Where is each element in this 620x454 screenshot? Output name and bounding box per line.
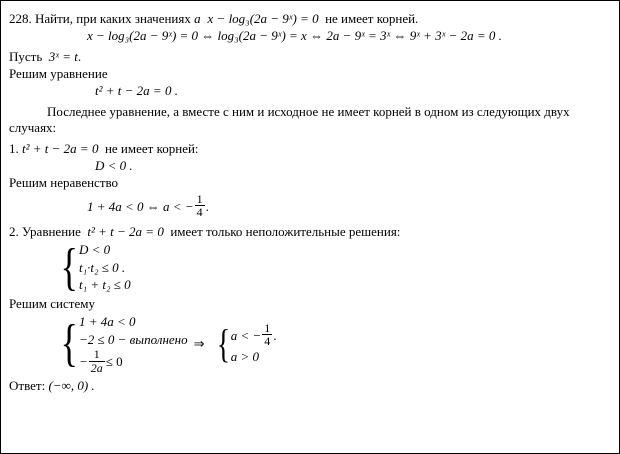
- case-1-tail: не имеет корней:: [104, 140, 199, 156]
- system-2: [53, 313, 188, 374]
- system-2-row-3-tail: ≤ 0: [105, 354, 123, 370]
- system-3: [211, 322, 277, 366]
- system-2-row-3: [79, 348, 188, 374]
- system-2-row-3-minus: −: [78, 354, 88, 370]
- solve-inequality-label: Решим неравенство: [9, 175, 119, 191]
- solve-equation-label-row: [9, 66, 611, 81]
- case-1-condition: [9, 158, 611, 173]
- system-3-row-1-period: .: [273, 328, 277, 344]
- main-chain-text: x − log₃(2a − 9ˣ) = 0 ⇔ log₃(2a − 9ˣ) = x ⇔ 2a − 9ˣ = 3ˣ ⇔ 9ˣ + 3ˣ − 2a = 0 .: [87, 28, 502, 44]
- system-3-brace: {: [216, 320, 230, 366]
- system-1: [9, 238, 611, 296]
- problem-title-variable: a: [194, 11, 202, 26]
- let-substitution: [9, 49, 611, 64]
- solve-equation-label: Решим уравнение: [9, 65, 108, 81]
- inequality-fraction-numerator: 1: [196, 191, 203, 206]
- case-2-heading: [9, 224, 611, 239]
- system-2-fraction-denominator: 2a: [90, 360, 103, 375]
- system-3-row-1-prefix: a < −: [230, 328, 262, 344]
- answer-row: [9, 378, 611, 393]
- let-expression: 3ˣ = t: [48, 48, 78, 64]
- case-2-equation: t² + t − 2a = 0: [87, 223, 164, 239]
- system-2-fraction: [89, 348, 105, 374]
- main-equivalence-chain: [9, 28, 611, 43]
- inequality-fraction-denominator: 4: [196, 205, 203, 220]
- inequality-solution: [9, 193, 611, 219]
- problem-number: 228.: [9, 11, 32, 26]
- equation-in-t: [9, 83, 611, 98]
- solve-system-label-row: [9, 296, 611, 311]
- system-2-brace: {: [60, 315, 78, 373]
- equation-t-text: t² + t − 2a = 0 .: [95, 83, 178, 99]
- system-3-fraction-numerator: 1: [264, 320, 271, 335]
- system-1-brace: {: [60, 238, 78, 296]
- inequality-text: 1 + 4a < 0 ⇔ a < −: [87, 198, 194, 214]
- system-2-row-1: 1 + 4a < 0: [78, 314, 136, 330]
- system-1-row-2: t₁·t₂ ≤ 0 .: [78, 259, 126, 275]
- system-3-fraction: [262, 322, 272, 348]
- system-1-row-3: t₁ + t₂ ≤ 0: [78, 277, 131, 293]
- case-2-tail: имеет только неположительные решения:: [170, 223, 401, 239]
- system-2-and-3: [9, 313, 611, 374]
- system-3-fraction-denominator: 4: [264, 334, 271, 349]
- solve-system-label: Решим систему: [9, 295, 95, 311]
- system-3-row-2: a > 0: [230, 349, 259, 365]
- let-period: .: [77, 48, 82, 64]
- system-2-fraction-numerator: 1: [93, 347, 100, 362]
- system-3-row-1: [231, 322, 277, 348]
- answer-value: (−∞, 0) .: [48, 378, 95, 394]
- case-1-prefix: 1.: [9, 140, 19, 156]
- system-1-row-1: D < 0: [78, 242, 111, 258]
- case-1-condition-text: D < 0 .: [95, 157, 133, 173]
- problem-statement: [9, 11, 611, 26]
- inequality-fraction: [195, 193, 205, 219]
- last-equation-paragraph: [9, 104, 611, 136]
- problem-title-equation: x − log₃(2a − 9ˣ) = 0: [207, 11, 319, 26]
- case-2-prefix: 2. Уравнение: [9, 223, 81, 239]
- problem-title-tail: не имеет корней.: [325, 11, 419, 26]
- case-1-heading: [9, 141, 611, 156]
- inequality-period: .: [205, 198, 209, 214]
- last-equation-paragraph-text: Последнее уравнение, а вместе с ним и исходное не имеет корней в одном из следующих двух случаях:: [9, 103, 570, 135]
- case-1-equation: t² + t − 2a = 0: [22, 140, 99, 156]
- let-label: Пусть: [9, 48, 43, 64]
- solve-inequality-label-row: [9, 175, 611, 190]
- problem-title-text: Найти, при каких значениях: [35, 11, 191, 26]
- implication-arrow: ⇒: [193, 335, 205, 351]
- system-2-row-2: −2 ≤ 0 − выполнено: [78, 331, 188, 347]
- answer-label: Ответ:: [9, 378, 46, 394]
